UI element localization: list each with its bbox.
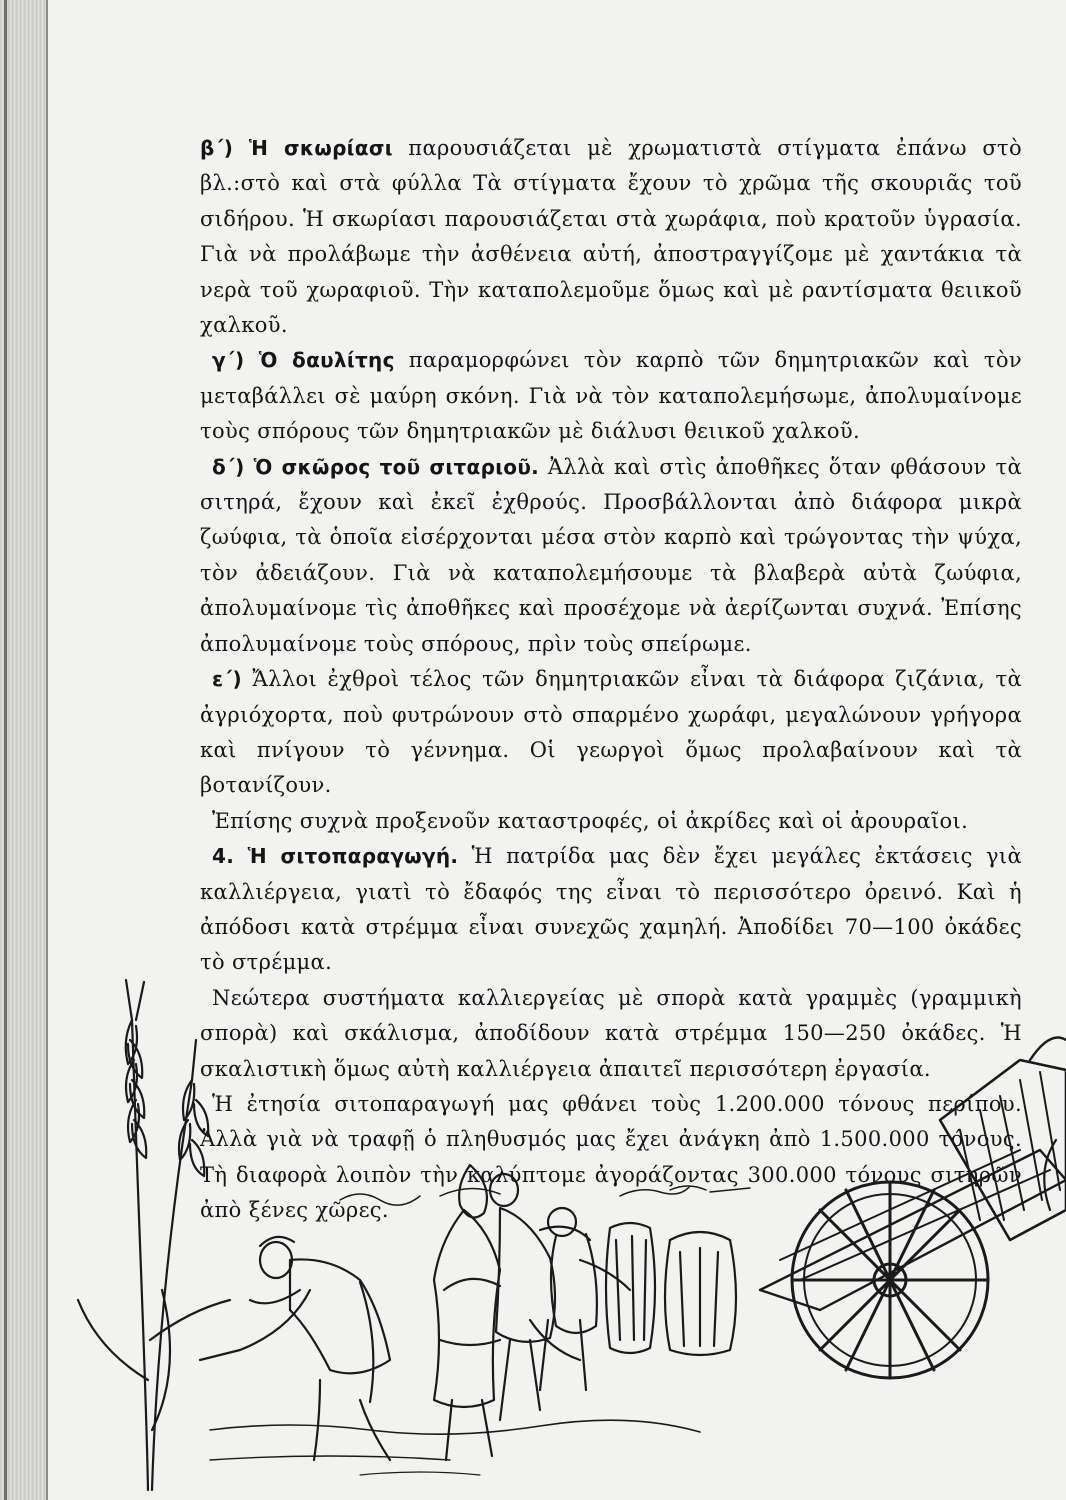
paragraph-smut xyxy=(200,343,1022,449)
paragraph-rust xyxy=(200,131,1022,343)
figure-harvester-4-drawing xyxy=(530,1208,630,1390)
paragraph-text: Ἄλλοι ἐχθροὶ τέλος τῶν δημητριακῶν εἶναι τὰ διάφορα ζιζάνια, τὰ ἀγριόχορτα, ποὺ φυτρώνουν στὸ σπαρμένο χωράφι, μεγαλώνουν γρήγορα καὶ πνίγουν τὸ γέννημα. Οἱ γεωργοὶ ὅμως προλαβαίνουν καὶ τὰ βοτανίζουν. xyxy=(200,667,1022,798)
harvest-illustration xyxy=(60,960,1066,1500)
section-heading: 4. Ἡ σιτοπαραγωγή. xyxy=(212,844,459,869)
paragraph-heading: β΄) Ἡ σκωρίασι xyxy=(200,136,393,160)
cart-drawing xyxy=(760,1038,1066,1379)
paragraph-locusts xyxy=(200,804,1022,839)
paragraph-heading: δ΄) Ὁ σκῶρος τοῦ σιταριοῦ. xyxy=(212,454,540,479)
paragraph-text: Ἐπίσης συχνὰ προξενοῦν καταστροφές, οἱ ἀκρίδες καὶ οἱ ἀρουραῖοι. xyxy=(212,808,969,833)
figure-harvester-2-drawing xyxy=(434,1165,500,1460)
paragraph-text: Ἡ πατρίδα μας δὲν ἔχει μεγάλες ἐκτάσεις γιὰ καλλιέργεια, γιατὶ τὸ ἔδαφός της εἶναι τὸ περισσότερο ὀρεινό. Καὶ ἡ ἀπόδοσι κατὰ στρέμμα εἶναι συνεχῶς χαμηλή. Ἀποδίδει 70—100 ὀκάδες τὸ στρέμμα. xyxy=(200,844,1022,975)
paragraph-text: παραμορφώνει τὸν καρπὸ τῶν δημητριακῶν καὶ τὸν μεταβάλλει σὲ μαύρη σκόνη. Γιὰ νὰ τὸν καταπολεμήσωμε, ἀπολυμαίνομε τοὺς σπόρους τῶν δημητριακῶν μὲ διάλυσι θειικοῦ χαλκοῦ. xyxy=(200,348,1022,444)
book-page-edges xyxy=(0,0,48,1500)
paragraph-text: παρουσιάζεται μὲ χρωματιστὰ στίγματα ἐπάνω στὸ βλ.:στὸ καὶ στὰ φύλλα Τὰ στίγματα ἔχουν τὸ χρῶμα τῆς σκουριᾶς τοῦ σιδήρου. Ἡ σκωρίασι παρουσιάζεται στὰ χωράφια, ποὺ κρατοῦν ὑγρασία. Γιὰ νὰ προλάβωμε τὴν ἀσθένεια αὐτή, ἀποστραγγίζομε μὲ χαντάκια τὰ νερὰ τοῦ χωραφιοῦ. Τὴν καταπολεμοῦμε ὅμως καὶ μὲ ραντίσματα θειικοῦ χαλκοῦ. xyxy=(200,136,1023,338)
paragraph-heading: ε΄) xyxy=(212,667,243,692)
paragraph-weevil xyxy=(200,450,1022,662)
wheat-stalks-drawing xyxy=(78,980,230,1490)
paragraph-text: Νεώτερα συστήματα καλλιεργείας μὲ σπορὰ κατὰ γραμμὲς (γραμμικὴ σπορὰ) καὶ σκάλισμα, ἀποδίδουν κατὰ στρέμμα 150—250 ὀκάδες. Ἡ σκαλιστικὴ ὅμως αὐτὴ καλλιέργεια ἀπαιτεῖ περισσότερη ἐργασία. xyxy=(200,985,1022,1081)
paragraph-text: Ἀλλὰ καὶ στὶς ἀποθῆκες ὅταν φθάσουν τὰ σιτηρά, ἔχουν καὶ ἐκεῖ ἐχθρούς. Προσβάλλονται ἀπὸ διάφορα μικρὰ ζωύφια, τὰ ὁποῖα εἰσέρχονται μέσα στὸν καρπὸ καὶ τρώγοντας τὴν ψύχα, τὸν ἀδειάζουν. Γιὰ νὰ καταπολεμήσουμε τὰ βλαβερὰ αὐτὰ ζωύφια, ἀπολυμαίνομε τὶς ἀποθῆκες καὶ προσέχομε νὰ ἀερίζωνται συχνά. Ἐπίσης ἀπολυμαίνομε τοὺς σπόρους, πρὶν τοὺς σπείρωμε. xyxy=(200,454,1022,656)
paragraph-weeds xyxy=(200,662,1022,804)
wheat-sheaves-drawing xyxy=(606,1223,736,1355)
figure-harvester-1-drawing xyxy=(200,1237,390,1460)
paragraph-text: Ἡ ἐτησία σιτοπαραγωγή μας φθάνει τοὺς 1.200.000 τόνους περίπου. Ἀλλὰ γιὰ νὰ τραφῇ ὁ πληθυσμός μας ἔχει ἀνάγκη ἀπὸ 1.500.000 τόνους. Τὴ διαφορὰ λοιπὸν τὴν καλύπτομε ἀγοράζοντας 300.000 τόνους σιτηρῶν ἀπὸ ξένες χῶρες. xyxy=(200,1091,1022,1223)
paragraph-heading: γ΄) Ὁ δαυλίτης xyxy=(212,348,395,373)
